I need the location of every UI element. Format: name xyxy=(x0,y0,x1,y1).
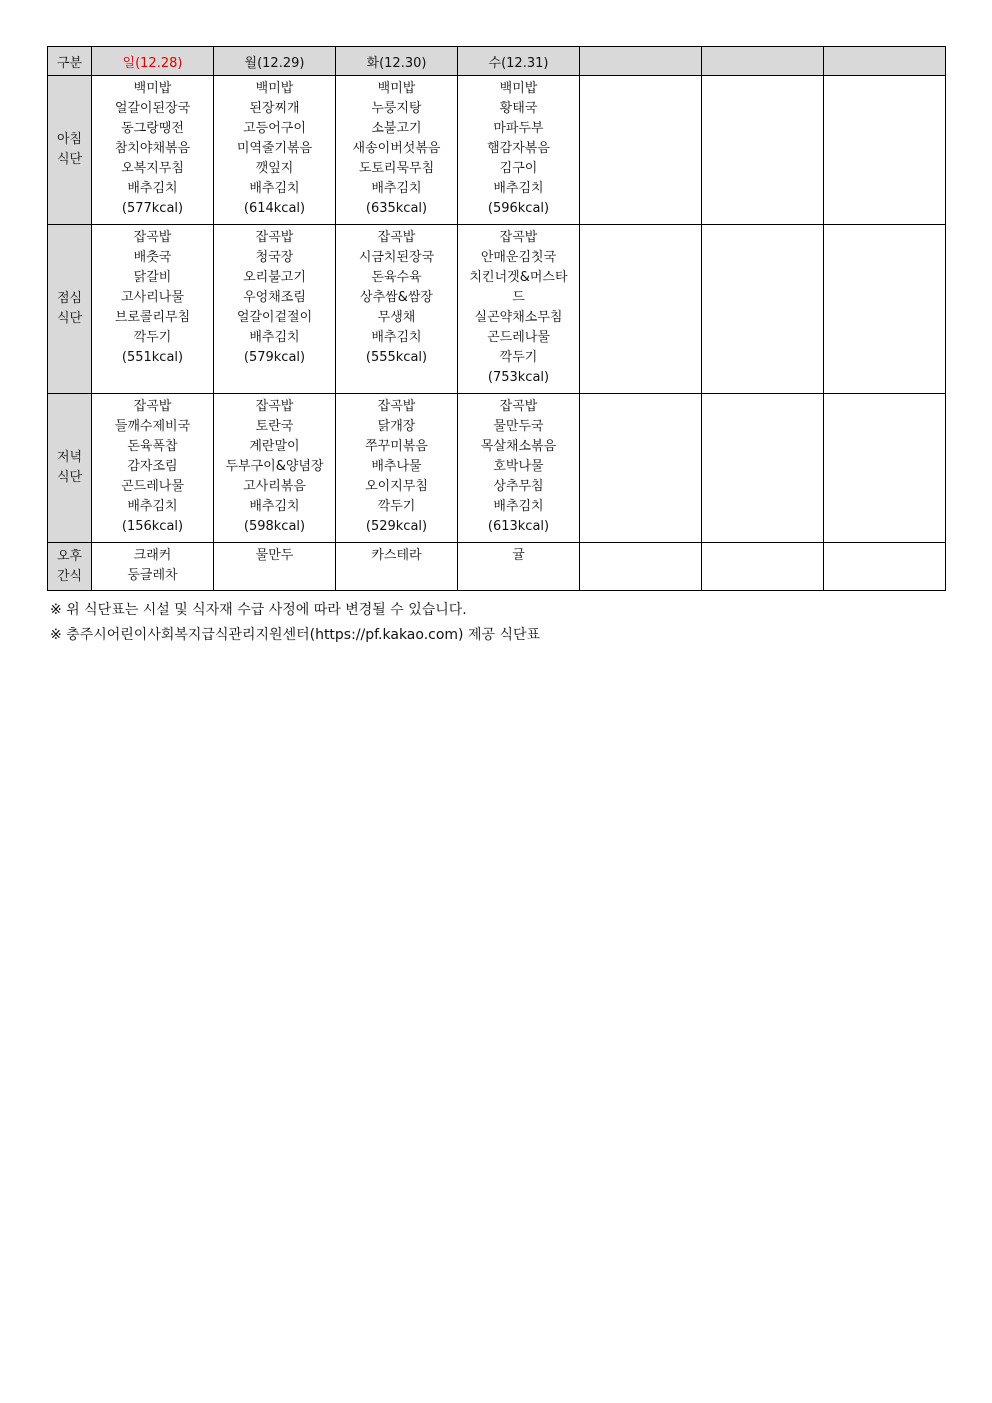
menu-item: 계란말이 xyxy=(249,439,300,454)
meal-label xyxy=(48,543,92,591)
meal-label-line: 식단 xyxy=(56,152,83,167)
menu-item: 잡곡밥 xyxy=(133,399,172,414)
menu-item: 크래커 xyxy=(133,548,172,563)
menu-cell xyxy=(458,543,580,591)
menu-cell xyxy=(336,225,458,394)
menu-item: 물만두국 xyxy=(493,419,544,434)
menu-cell xyxy=(824,394,946,543)
menu-item: 황태국 xyxy=(499,101,538,116)
menu-item: 잡곡밥 xyxy=(377,399,416,414)
menu-cell xyxy=(702,76,824,225)
menu-item: 고사리나물 xyxy=(121,290,184,305)
menu-item: (577kcal) xyxy=(121,201,184,216)
menu-cell xyxy=(336,543,458,591)
menu-item: 햄감자볶음 xyxy=(487,141,550,156)
menu-item: 백미밥 xyxy=(255,81,294,96)
menu-item: 곤드레나물 xyxy=(487,330,550,345)
menu-item: 잡곡밥 xyxy=(133,230,172,245)
menu-cell xyxy=(458,76,580,225)
header-row xyxy=(48,47,946,76)
menu-item: 상추쌈&쌈장 xyxy=(360,290,433,305)
menu-item: 배추김치 xyxy=(127,181,178,196)
meal-label-line: 식단 xyxy=(56,311,83,326)
menu-item: 감자조림 xyxy=(127,459,178,474)
menu-item: (635kcal) xyxy=(365,201,428,216)
menu-item: 치킨너겟&머스타 xyxy=(469,270,568,285)
menu-item: 고사리볶음 xyxy=(243,479,306,494)
menu-item: 백미밥 xyxy=(133,81,172,96)
menu-cell xyxy=(702,225,824,394)
day-header xyxy=(580,47,702,76)
menu-cell xyxy=(824,543,946,591)
menu-item: 우엉채조림 xyxy=(243,290,306,305)
menu-item: (529kcal) xyxy=(365,519,428,534)
menu-cell xyxy=(92,394,214,543)
meal-plan-table xyxy=(47,46,946,591)
menu-item: 배추김치 xyxy=(249,330,300,345)
lunch-row xyxy=(48,225,946,394)
menu-item: (156kcal) xyxy=(121,519,184,534)
menu-item: 시금치된장국 xyxy=(358,250,435,265)
menu-item: 깍두기 xyxy=(377,499,416,514)
menu-item: 깻잎지 xyxy=(255,161,294,176)
menu-item: 배추김치 xyxy=(493,499,544,514)
menu-cell xyxy=(92,543,214,591)
menu-cell xyxy=(580,394,702,543)
menu-item: 호박나물 xyxy=(493,459,544,474)
menu-item: 배추김치 xyxy=(127,499,178,514)
menu-item: 배추나물 xyxy=(371,459,422,474)
menu-item: 무생채 xyxy=(377,310,416,325)
day-header xyxy=(702,47,824,76)
menu-item: 오이지무침 xyxy=(365,479,428,494)
menu-item: 마파두부 xyxy=(493,121,544,136)
menu-item: (579kcal) xyxy=(243,350,306,365)
menu-cell xyxy=(336,394,458,543)
menu-item: (596kcal) xyxy=(487,201,550,216)
menu-item: 상추무침 xyxy=(493,479,544,494)
meal-label xyxy=(48,76,92,225)
menu-item: 잡곡밥 xyxy=(499,230,538,245)
menu-item: 두부구이&양념장 xyxy=(225,459,324,474)
menu-cell xyxy=(214,225,336,394)
menu-cell xyxy=(580,225,702,394)
menu-cell xyxy=(214,394,336,543)
menu-item: 잡곡밥 xyxy=(255,399,294,414)
menu-item: 배추김치 xyxy=(371,330,422,345)
meal-label-line: 간식 xyxy=(56,568,83,584)
menu-item: 참치야채볶음 xyxy=(114,141,191,156)
menu-item: 들깨수제비국 xyxy=(114,419,191,434)
menu-item: (613kcal) xyxy=(487,519,550,534)
menu-cell xyxy=(214,543,336,591)
menu-cell xyxy=(458,394,580,543)
menu-item: 돈육폭찹 xyxy=(127,439,178,454)
menu-cell xyxy=(458,225,580,394)
menu-item: 돈육수육 xyxy=(371,270,422,285)
menu-item: 깍두기 xyxy=(499,350,538,365)
menu-item: 브로콜리무침 xyxy=(114,310,191,325)
day-header: 수(12.31) xyxy=(458,47,580,76)
menu-item: 도토리묵무침 xyxy=(358,161,435,176)
menu-item: 된장찌개 xyxy=(249,101,300,116)
menu-item: (555kcal) xyxy=(365,350,428,365)
menu-item: 오리불고기 xyxy=(243,270,306,285)
menu-cell xyxy=(214,76,336,225)
meal-label-line: 저녁 xyxy=(56,450,83,465)
meal-label-line: 오후 xyxy=(56,548,83,564)
day-header: 월(12.29) xyxy=(214,47,336,76)
menu-item: (614kcal) xyxy=(243,201,306,216)
dinner-row xyxy=(48,394,946,543)
menu-cell xyxy=(824,225,946,394)
menu-cell xyxy=(702,394,824,543)
menu-item: 동그랑땡전 xyxy=(121,121,184,136)
menu-item: 드 xyxy=(512,290,525,305)
note-line: ※ 위 식단표는 시설 및 식자재 수급 사정에 따라 변경될 수 있습니다. xyxy=(50,602,467,618)
menu-cell xyxy=(92,76,214,225)
menu-item: (551kcal) xyxy=(121,350,184,365)
day-header: 화(12.30) xyxy=(336,47,458,76)
menu-item: 새송이버섯볶음 xyxy=(352,141,441,156)
menu-item: 쭈꾸미볶음 xyxy=(365,439,428,454)
breakfast-row xyxy=(48,76,946,225)
menu-item: 백미밥 xyxy=(499,81,538,96)
header-label: 구분 xyxy=(48,47,92,76)
menu-cell xyxy=(92,225,214,394)
menu-item: 미역줄기볶음 xyxy=(236,141,313,156)
snack-row xyxy=(48,543,946,591)
menu-item: 청국장 xyxy=(255,250,294,265)
menu-cell xyxy=(336,76,458,225)
menu-item: 둥글레차 xyxy=(127,568,178,583)
menu-item: 안매운김칫국 xyxy=(480,250,557,265)
menu-cell xyxy=(580,543,702,591)
menu-item: (598kcal) xyxy=(243,519,306,534)
menu-item: 얼갈이된장국 xyxy=(114,101,191,116)
meal-label-line: 식단 xyxy=(56,470,83,485)
menu-item: 실곤약채소무침 xyxy=(474,310,563,325)
menu-item: 김구이 xyxy=(499,161,538,176)
meal-label xyxy=(48,225,92,394)
meal-label xyxy=(48,394,92,543)
note-line: ※ 충주시어린이사회복지급식관리지원센터(https://pf.kakao.com) 제공 식단표 xyxy=(50,627,541,643)
menu-item: 깍두기 xyxy=(133,330,172,345)
day-header xyxy=(824,47,946,76)
menu-item: 귤 xyxy=(512,548,525,563)
menu-item: 배춧국 xyxy=(133,250,172,265)
menu-item: 곤드레나물 xyxy=(121,479,184,494)
menu-item: 닭갈비 xyxy=(133,270,172,285)
menu-item: 배추김치 xyxy=(249,181,300,196)
menu-item: 카스테라 xyxy=(371,548,422,563)
menu-item: 얼갈이겉절이 xyxy=(236,310,313,325)
menu-item: 잡곡밥 xyxy=(499,399,538,414)
menu-item: 오복지무침 xyxy=(121,161,184,176)
menu-item: 백미밥 xyxy=(377,81,416,96)
menu-item: 소불고기 xyxy=(371,121,422,136)
menu-item: 누룽지탕 xyxy=(371,101,422,116)
notes xyxy=(50,598,540,648)
menu-item: 잡곡밥 xyxy=(255,230,294,245)
meal-label-line: 점심 xyxy=(56,291,83,306)
meal-label-line: 아침 xyxy=(56,132,83,147)
menu-cell xyxy=(702,543,824,591)
menu-item: 배추김치 xyxy=(493,181,544,196)
menu-item: (753kcal) xyxy=(487,370,550,385)
menu-cell xyxy=(824,76,946,225)
menu-item: 잡곡밥 xyxy=(377,230,416,245)
menu-item: 닭개장 xyxy=(377,419,416,434)
day-header: 일(12.28) xyxy=(92,47,214,76)
menu-item: 목살채소볶음 xyxy=(480,439,557,454)
menu-item: 배추김치 xyxy=(371,181,422,196)
menu-item: 물만두 xyxy=(255,548,294,563)
menu-item: 배추김치 xyxy=(249,499,300,514)
menu-cell xyxy=(580,76,702,225)
menu-item: 토란국 xyxy=(255,419,294,434)
menu-item: 고등어구이 xyxy=(243,121,306,136)
